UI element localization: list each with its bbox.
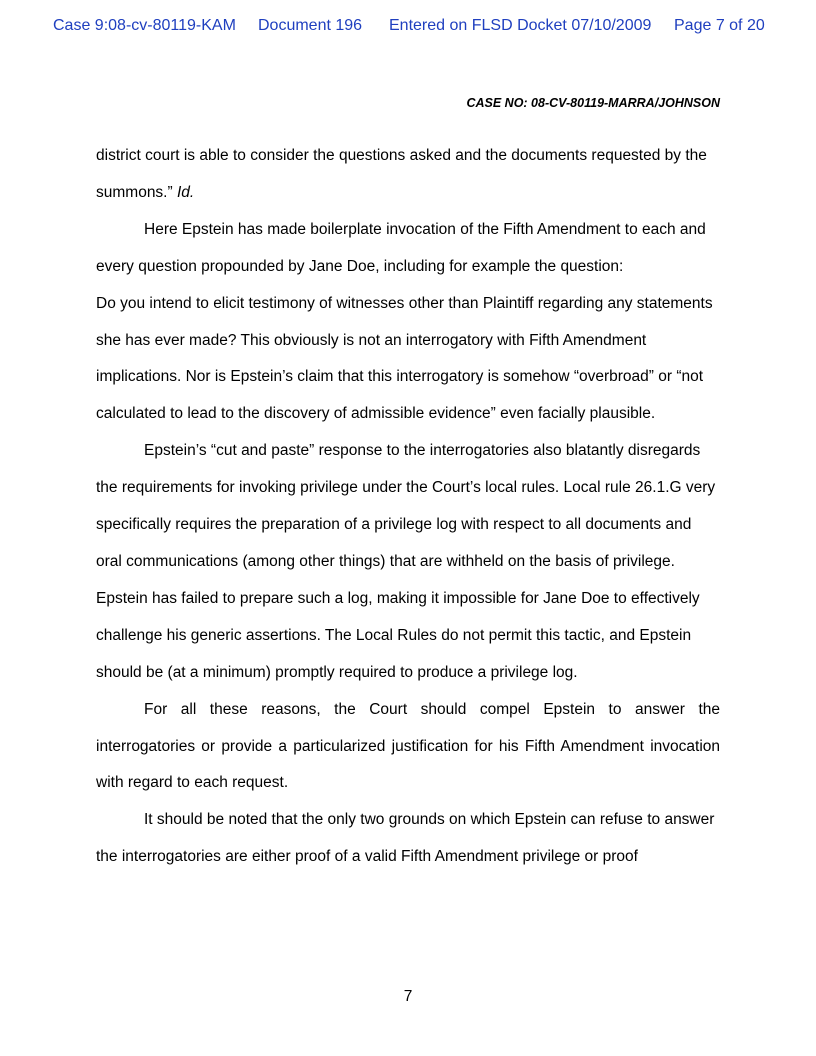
ecf-document-number: Document 196 bbox=[258, 17, 363, 34]
ecf-docket-entry: Entered on FLSD Docket 07/10/2009 bbox=[389, 17, 652, 34]
page-number: 7 bbox=[403, 988, 413, 1005]
ecf-case-number: Case 9:08-cv-80119-KAM bbox=[53, 17, 236, 34]
paragraph-5: It should be noted that the only two grounds on which Epstein can refuse to answer the interrogatories are either proof of a valid Fifth Amendment privilege or proof bbox=[96, 811, 715, 866]
paragraph-2-intro: Here Epstein has made boilerplate invocation of the Fifth Amendment to each and every question propounded by Jane Doe, including for example the question: bbox=[96, 220, 706, 275]
ecf-header bbox=[0, 17, 816, 39]
document-body bbox=[96, 138, 720, 876]
paragraph-2-question: Do you intend to elicit testimony of witnesses other than Plaintiff regarding any statements she has ever made? This obviously is not an interrogatory with Fifth Amendment implications. Nor is Epstein’s claim that this interrogatory is somehow “overbroad” or “not calculated to lead to the discovery of admissible evidence” even facially plausible. bbox=[96, 294, 713, 423]
ecf-page-count: Page 7 of 20 bbox=[674, 17, 765, 34]
paragraph-1-text: district court is able to consider the questions asked and the documents requested by the summons.” bbox=[96, 147, 707, 201]
case-number-heading: CASE NO: 08-CV-80119-MARRA/JOHNSON bbox=[466, 96, 720, 110]
paragraph-4: For all these reasons, the Court should compel Epstein to answer the interrogatories or provide a particularized justification for his Fifth Amendment invocation with regard to each request. bbox=[96, 700, 720, 792]
citation-id: Id. bbox=[176, 183, 195, 201]
paragraph-1 bbox=[96, 138, 720, 212]
paragraph-3: Epstein’s “cut and paste” response to the interrogatories also blatantly disregards the requirements for invoking privilege under the Court’s local rules. Local rule 26.1.G very specifically requires the preparation of a privilege log with respect to all documents and oral communications (among other things) that are withheld on the basis of privilege. Epstein has failed to prepare such a log, making it impossible for Jane Doe to effectively challenge his generic assertions. The Local Rules do not permit this tactic, and Epstein should be (at a minimum) promptly required to produce a privilege log. bbox=[96, 442, 716, 681]
